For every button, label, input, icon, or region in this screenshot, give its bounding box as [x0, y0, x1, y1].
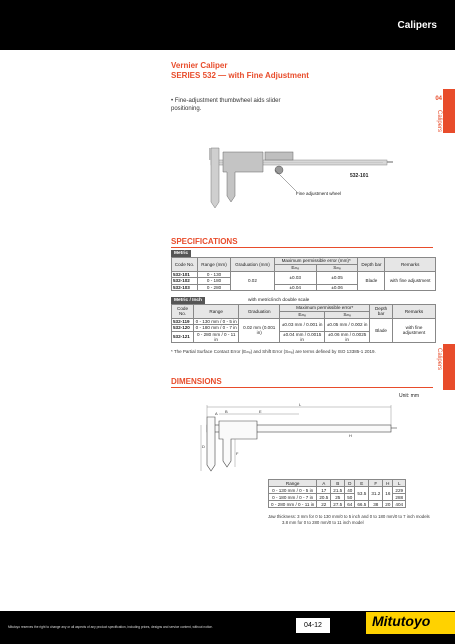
col-range: Range (mm) — [198, 258, 231, 272]
cell-range: 0 - 180 — [198, 278, 231, 285]
cell-e2: ±0.05 mm / 0.002 in — [325, 318, 370, 331]
cell-e1: ±0.03 mm / 0.001 in — [280, 318, 325, 331]
cell-e2: ±0.05 — [316, 271, 358, 284]
col-range: Range — [194, 305, 239, 319]
cell-range: 0 - 130 mm / 0 - 5 in — [194, 318, 239, 325]
col-mpe: Maximum permissible error (mm)* — [274, 258, 358, 265]
cell-range: 0 - 130 — [198, 271, 231, 278]
cell-h: 16 — [383, 487, 393, 501]
cell-a: 17 — [317, 487, 331, 494]
side-label-lower: Calipers — [436, 348, 442, 371]
cell-l: 229 — [393, 487, 406, 494]
col-e2: Sₘₑ — [316, 264, 358, 271]
table-row — [269, 487, 406, 494]
cell-d: 40 — [345, 487, 355, 494]
cell-d: 50 — [345, 494, 355, 501]
feature-bullet: • Fine-adjustment thumbwheel aids slider positioning. — [171, 98, 281, 112]
dimension-note-line2: 3.8 mm for 0 to 280 mm/0 to 11 inch model — [282, 520, 364, 525]
inch-tag: Metric / Inch — [171, 297, 205, 304]
col-a: A — [317, 480, 331, 487]
divider — [171, 387, 433, 388]
table-row — [172, 318, 436, 325]
side-tab-lower — [443, 344, 455, 390]
cell-b: 25 — [331, 494, 345, 501]
metric-spec-table — [171, 257, 436, 291]
cell-e2: ±0.06 mm / 0.0025 in — [325, 331, 370, 342]
footer-disclaimer: Mitutoyo reserves the right to change any or all aspects of any product specification, including prices, designs and service content, without notice. — [8, 625, 213, 629]
dimension-drawing — [199, 403, 399, 477]
callout-code: 532-101 — [350, 173, 369, 179]
table-row — [269, 501, 406, 508]
col-remarks: Remarks — [385, 258, 436, 272]
unit-note: Unit: mm — [399, 393, 419, 399]
dimension-note — [268, 514, 430, 526]
dimensions-heading: DIMENSIONS — [171, 377, 222, 386]
side-tab — [443, 89, 455, 133]
product-title-line2: SERIES 532 — with Fine Adjustment — [171, 71, 309, 80]
side-label: Calipers — [436, 110, 442, 133]
inch-spec-table — [171, 304, 436, 343]
dim-label-E: E — [259, 409, 262, 414]
product-title — [171, 61, 309, 81]
cell-f: 38 — [369, 501, 383, 508]
metric-tag: Metric — [171, 250, 191, 257]
page-number: 04-12 — [296, 618, 330, 633]
cell-graduation: 0.02 mm (0.001 in) — [239, 318, 280, 342]
product-title-line1: Vernier Caliper — [171, 61, 228, 70]
cell-e: 53.5 — [355, 487, 369, 501]
cell-code: 532-102 — [172, 278, 198, 285]
dimension-table — [268, 479, 406, 508]
cell-h: 20 — [383, 501, 393, 508]
cell-l: 288 — [393, 494, 406, 501]
cell-b: 27.5 — [331, 501, 345, 508]
cell-depth: Blade — [358, 271, 385, 291]
header-bar — [0, 0, 455, 50]
cell-range: 0 - 280 mm / 0 - 11 in — [194, 331, 239, 342]
spec-footnote: * The Partial Surface Contact Error (Eₘₑ) and Shift Error (Sₘₑ) are terms defined by ISO 13385-1 2019. — [171, 349, 376, 354]
cell-range: 0 - 280 mm / 0 - 11 in — [269, 501, 317, 508]
brand-logo-text: Mitutoyo — [372, 613, 431, 629]
col-range: Range — [269, 480, 317, 487]
cell-l: 404 — [393, 501, 406, 508]
dim-label-H: H — [349, 433, 352, 438]
cell-a: 20.5 — [317, 494, 331, 501]
page-title: Calipers — [397, 20, 437, 31]
col-mpe: Maximum permissible error* — [280, 305, 370, 312]
divider — [171, 247, 433, 248]
cell-e1: ±0.04 — [274, 284, 316, 291]
dimension-note-line1: Jaw thickness: 3 mm for 0 to 130 mm/0 to 5 inch and 0 to 180 mm/0 to 7 inch models — [268, 514, 430, 519]
callout-label: Fine adjustment wheel — [296, 191, 342, 196]
cell-depth: Blade — [370, 318, 393, 342]
cell-remarks: with fine adjustment — [393, 318, 436, 342]
col-e: E — [355, 480, 369, 487]
dim-label-D: D — [202, 444, 205, 449]
cell-remarks: with fine adjustment — [385, 271, 436, 291]
col-graduation: Graduation — [239, 305, 280, 319]
col-graduation: Graduation (mm) — [231, 258, 275, 272]
col-d: D — [345, 480, 355, 487]
cell-f: 31.2 — [369, 487, 383, 501]
dim-label-F: F — [236, 451, 239, 456]
col-h: H — [383, 480, 393, 487]
cell-range: 0 - 180 mm / 0 - 7 in — [194, 325, 239, 332]
cell-e: 66.5 — [355, 501, 369, 508]
cell-range: 0 - 180 mm / 0 - 7 in — [269, 494, 317, 501]
cell-e1: ±0.03 — [274, 271, 316, 284]
cell-code: 532-120 — [172, 325, 194, 332]
col-code: Code No. — [172, 258, 198, 272]
cell-e2: ±0.06 — [316, 284, 358, 291]
col-code: Code No. — [172, 305, 194, 319]
cell-a: 22 — [317, 501, 331, 508]
col-e2: Sₘₑ — [325, 311, 370, 318]
dim-label-L: L — [299, 403, 302, 407]
dim-label-B: B — [225, 409, 228, 414]
col-remarks: Remarks — [393, 305, 436, 319]
section-number: 04 — [435, 96, 442, 102]
cell-code: 532-121 — [172, 331, 194, 342]
cell-range: 0 - 130 mm / 0 - 5 in — [269, 487, 317, 494]
col-e1: Eₘₑ — [274, 264, 316, 271]
col-l: L — [393, 480, 406, 487]
cell-e1: ±0.04 mm / 0.0015 in — [280, 331, 325, 342]
cell-graduation: 0.02 — [231, 271, 275, 291]
cell-code: 532-101 — [172, 271, 198, 278]
cell-b: 21.5 — [331, 487, 345, 494]
col-depth: Depth bar — [370, 305, 393, 319]
cell-code: 532-103 — [172, 284, 198, 291]
dim-label-A: A — [215, 411, 218, 416]
cell-d: 64 — [345, 501, 355, 508]
col-e1: Eₘₑ — [280, 311, 325, 318]
table-row — [172, 271, 436, 278]
col-f: F — [369, 480, 383, 487]
col-b: B — [331, 480, 345, 487]
inch-note: with metric/inch double scale — [248, 298, 310, 303]
col-depth: Depth bar — [358, 258, 385, 272]
specs-heading: SPECIFICATIONS — [171, 237, 238, 246]
cell-range: 0 - 280 — [198, 284, 231, 291]
cell-code: 532-119 — [172, 318, 194, 325]
